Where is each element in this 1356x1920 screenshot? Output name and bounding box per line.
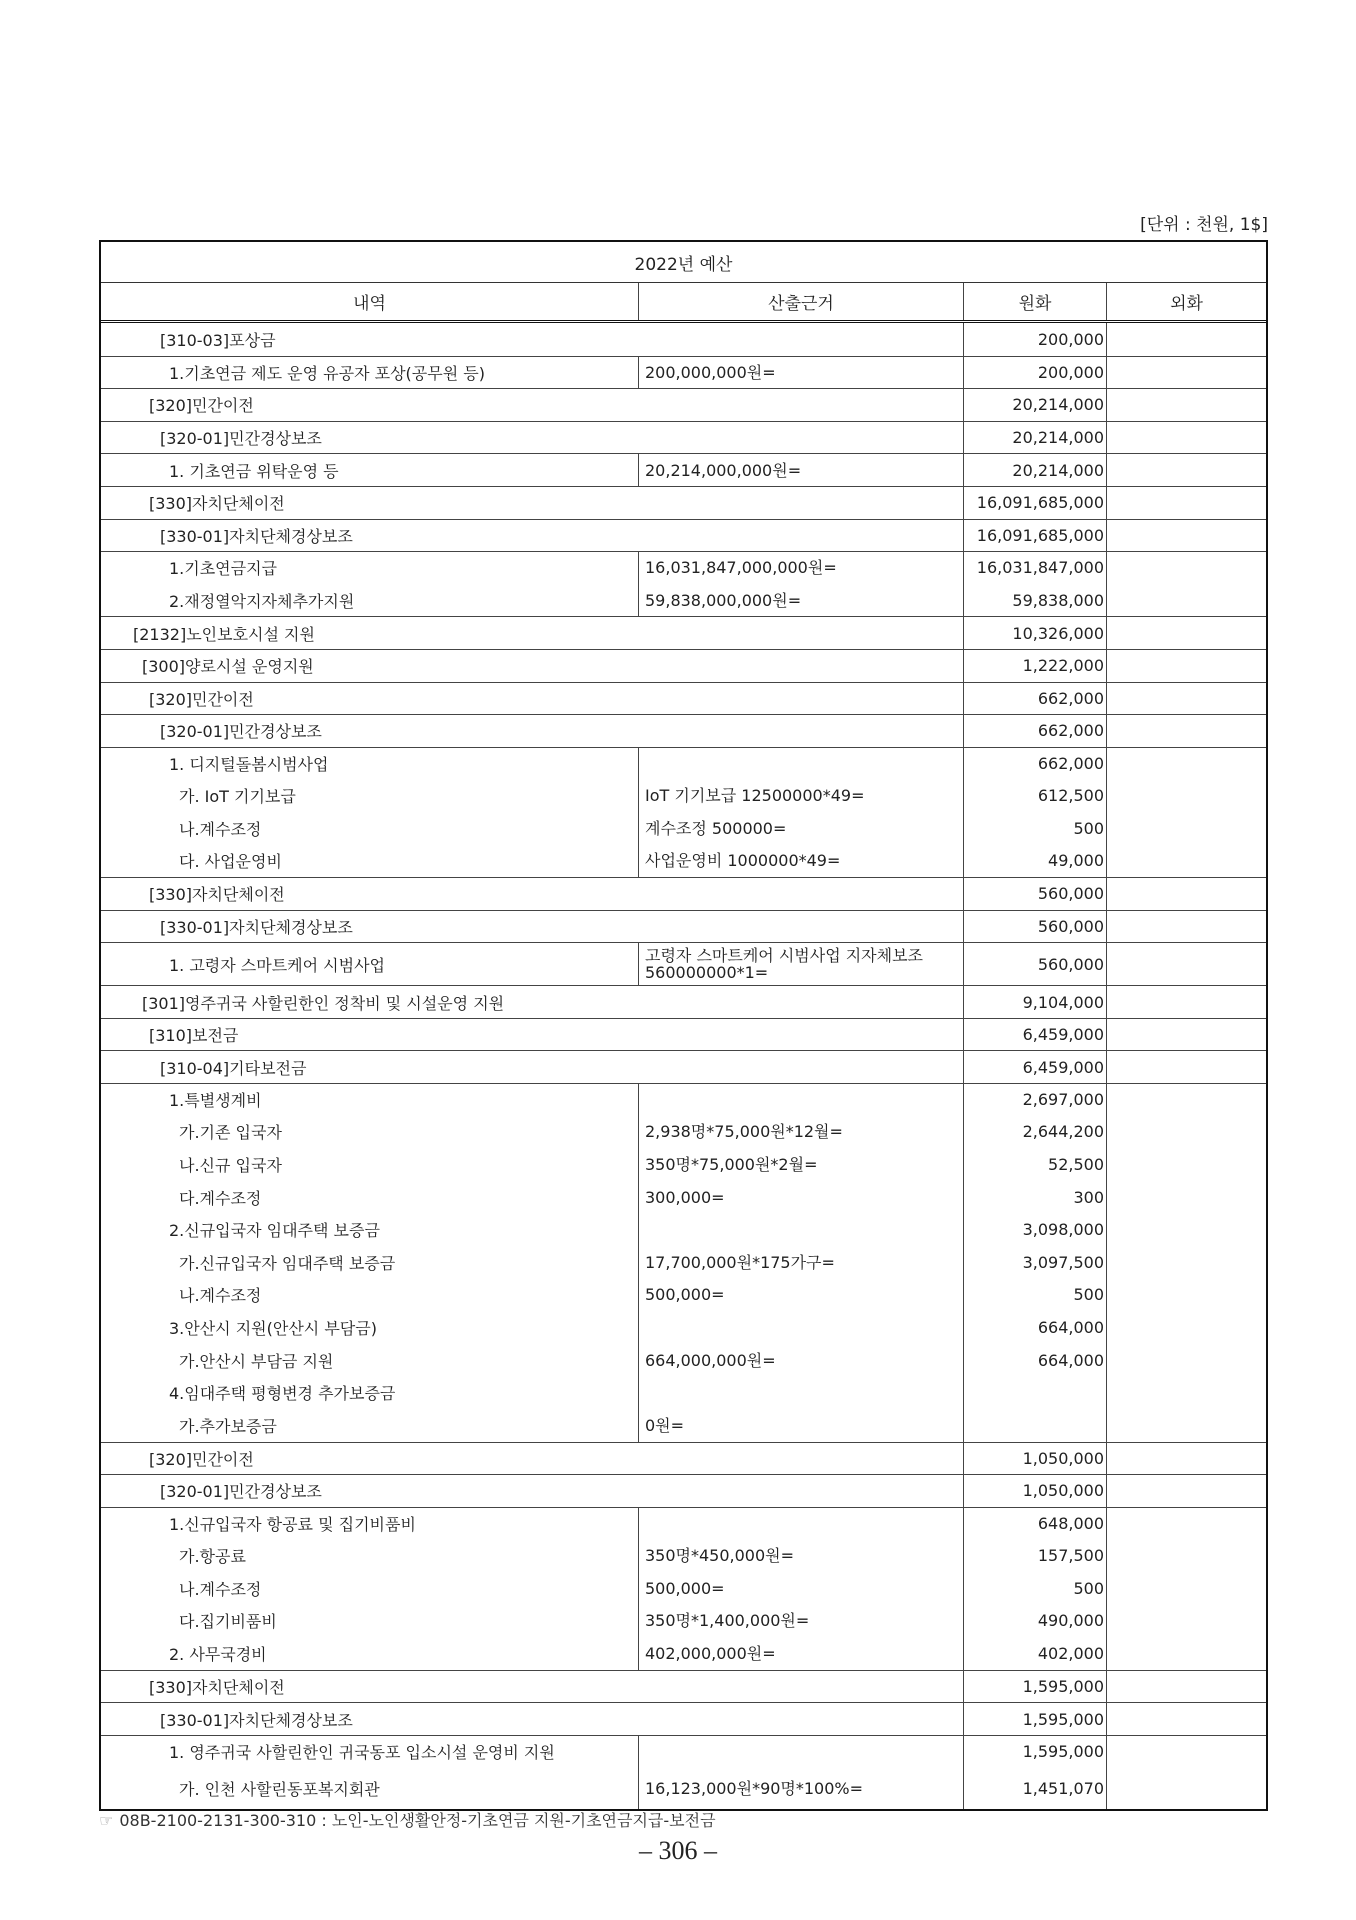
row-amount-foreign xyxy=(1107,1344,1266,1377)
row-amount-foreign xyxy=(1107,1019,1266,1051)
row-amount-foreign xyxy=(1107,845,1266,878)
row-label: [320-01]민간경상보조 xyxy=(101,1475,964,1507)
row-amount-foreign xyxy=(1107,1475,1266,1507)
row-basis: 16,123,000원*90명*100%= xyxy=(639,1768,964,1809)
row-label: 1.기초연금지급 xyxy=(101,552,639,584)
table-row xyxy=(101,812,1266,845)
table-row xyxy=(101,388,1266,421)
row-label: 다.계수조정 xyxy=(101,1181,639,1214)
table-row xyxy=(101,1116,1266,1149)
row-amount-krw: 2,697,000 xyxy=(964,1084,1107,1116)
row-label: [310-03]포상금 xyxy=(101,323,964,356)
row-amount-foreign xyxy=(1107,715,1266,747)
row-label: 4.임대주택 평형변경 추가보증금 xyxy=(101,1376,639,1409)
row-label: [330-01]자치단체경상보조 xyxy=(101,1703,964,1735)
row-amount-krw: 20,214,000 xyxy=(964,389,1107,421)
row-amount-foreign xyxy=(1107,943,1266,985)
row-basis: 사업운영비 1000000*49= xyxy=(639,845,964,878)
row-label: [310-04]기타보전금 xyxy=(101,1051,964,1083)
row-amount-krw: 1,222,000 xyxy=(964,650,1107,682)
budget-table xyxy=(99,240,1268,1811)
table-row xyxy=(101,1409,1266,1442)
row-amount-krw xyxy=(964,1409,1107,1442)
row-amount-foreign xyxy=(1107,812,1266,845)
footer-code-note: 08B-2100-2131-300-310 : 노인-노인생활안정-기초연금 지원-기초연금지급-보전금 xyxy=(119,1811,716,1830)
row-amount-foreign xyxy=(1107,1605,1266,1638)
row-amount-krw: 662,000 xyxy=(964,715,1107,747)
row-amount-foreign xyxy=(1107,323,1266,356)
row-amount-krw xyxy=(964,1376,1107,1409)
row-basis: 200,000,000원= xyxy=(639,357,964,389)
row-label: 1. 영주귀국 사할린한인 귀국동포 입소시설 운영비 지원 xyxy=(101,1736,639,1768)
row-amount-krw: 648,000 xyxy=(964,1508,1107,1540)
table-row xyxy=(101,1474,1266,1507)
row-basis: 300,000= xyxy=(639,1181,964,1214)
row-amount-krw: 16,031,847,000 xyxy=(964,552,1107,584)
row-label: [330]자치단체이전 xyxy=(101,1671,964,1703)
table-body xyxy=(101,323,1266,1809)
unit-label: [단위 : 천원, 1$] xyxy=(1140,215,1268,235)
row-amount-krw: 200,000 xyxy=(964,357,1107,389)
table-row xyxy=(101,551,1266,584)
table-row xyxy=(101,486,1266,519)
row-label: 1.특별생계비 xyxy=(101,1084,639,1116)
row-amount-foreign xyxy=(1107,552,1266,584)
row-label: [310]보전금 xyxy=(101,1019,964,1051)
row-amount-foreign xyxy=(1107,748,1266,780)
row-amount-krw: 157,500 xyxy=(964,1539,1107,1572)
column-header-krw: 원화 xyxy=(964,283,1107,320)
row-label: [330-01]자치단체경상보조 xyxy=(101,911,964,943)
table-row xyxy=(101,1442,1266,1475)
row-amount-krw: 200,000 xyxy=(964,323,1107,356)
row-amount-krw: 300 xyxy=(964,1181,1107,1214)
row-amount-krw: 52,500 xyxy=(964,1148,1107,1181)
row-amount-krw: 20,214,000 xyxy=(964,454,1107,486)
table-row xyxy=(101,1507,1266,1540)
row-basis xyxy=(639,1508,964,1540)
row-label: 가.안산시 부담금 지원 xyxy=(101,1344,639,1377)
row-amount-foreign xyxy=(1107,1508,1266,1540)
table-row xyxy=(101,1702,1266,1735)
table-row xyxy=(101,1246,1266,1279)
table-row xyxy=(101,323,1266,356)
row-label: 1.신규입국자 항공료 및 집기비품비 xyxy=(101,1508,639,1540)
table-row xyxy=(101,421,1266,454)
row-amount-krw: 664,000 xyxy=(964,1344,1107,1377)
row-basis: 350명*1,400,000원= xyxy=(639,1605,964,1638)
table-row xyxy=(101,519,1266,552)
row-amount-krw: 1,050,000 xyxy=(964,1475,1107,1507)
row-label: 다. 사업운영비 xyxy=(101,845,639,878)
row-label: [2132]노인보호시설 지원 xyxy=(101,617,964,649)
row-amount-krw: 1,451,070 xyxy=(964,1768,1107,1809)
row-basis xyxy=(639,748,964,780)
row-label: [320]민간이전 xyxy=(101,1443,964,1475)
row-amount-foreign xyxy=(1107,1703,1266,1735)
row-amount-krw: 6,459,000 xyxy=(964,1051,1107,1083)
table-header-row xyxy=(101,283,1266,323)
table-row xyxy=(101,584,1266,617)
row-basis: 350명*75,000원*2월= xyxy=(639,1148,964,1181)
table-row xyxy=(101,682,1266,715)
table-row xyxy=(101,1539,1266,1572)
row-label: [320-01]민간경상보조 xyxy=(101,422,964,454)
row-basis xyxy=(639,1311,964,1344)
table-row xyxy=(101,942,1266,985)
row-amount-foreign xyxy=(1107,1736,1266,1768)
row-amount-foreign xyxy=(1107,1443,1266,1475)
table-row xyxy=(101,1311,1266,1344)
row-label: 1. 디지털돌봄시범사업 xyxy=(101,748,639,780)
row-amount-krw: 560,000 xyxy=(964,943,1107,985)
row-amount-krw: 16,091,685,000 xyxy=(964,520,1107,552)
row-amount-krw: 500 xyxy=(964,1279,1107,1312)
row-amount-krw: 6,459,000 xyxy=(964,1019,1107,1051)
row-amount-foreign xyxy=(1107,878,1266,910)
row-label: 가.신규입국자 임대주택 보증금 xyxy=(101,1246,639,1279)
row-amount-foreign xyxy=(1107,1246,1266,1279)
row-label: 2.신규입국자 임대주택 보증금 xyxy=(101,1213,639,1246)
row-amount-foreign xyxy=(1107,584,1266,617)
row-basis: 664,000,000원= xyxy=(639,1344,964,1377)
row-amount-krw: 59,838,000 xyxy=(964,584,1107,617)
row-basis: 59,838,000,000원= xyxy=(639,584,964,617)
row-basis xyxy=(639,1213,964,1246)
row-amount-foreign xyxy=(1107,683,1266,715)
table-row xyxy=(101,779,1266,812)
row-amount-foreign xyxy=(1107,1671,1266,1703)
row-basis: 계수조정 500000= xyxy=(639,812,964,845)
row-label: 가.기존 입국자 xyxy=(101,1116,639,1149)
table-row xyxy=(101,714,1266,747)
row-label: 가.항공료 xyxy=(101,1539,639,1572)
row-amount-krw: 560,000 xyxy=(964,878,1107,910)
table-row xyxy=(101,616,1266,649)
row-amount-krw: 1,595,000 xyxy=(964,1736,1107,1768)
row-label: 나.계수조정 xyxy=(101,1572,639,1605)
table-row xyxy=(101,877,1266,910)
row-amount-foreign xyxy=(1107,986,1266,1018)
table-row xyxy=(101,1637,1266,1670)
row-label: 가.추가보증금 xyxy=(101,1409,639,1442)
table-row xyxy=(101,910,1266,943)
row-label: 가. IoT 기기보급 xyxy=(101,779,639,812)
row-amount-foreign xyxy=(1107,617,1266,649)
row-amount-krw: 10,326,000 xyxy=(964,617,1107,649)
row-basis: 20,214,000,000원= xyxy=(639,454,964,486)
row-amount-foreign xyxy=(1107,520,1266,552)
row-label: [320]민간이전 xyxy=(101,389,964,421)
table-row xyxy=(101,453,1266,486)
row-basis: 402,000,000원= xyxy=(639,1637,964,1670)
row-label: 나.계수조정 xyxy=(101,1279,639,1312)
row-label: 가. 인천 사할린동포복지회관 xyxy=(101,1768,639,1809)
row-amount-foreign xyxy=(1107,422,1266,454)
row-amount-foreign xyxy=(1107,1768,1266,1809)
row-amount-krw: 500 xyxy=(964,1572,1107,1605)
row-basis xyxy=(639,1376,964,1409)
row-amount-foreign xyxy=(1107,1376,1266,1409)
table-row xyxy=(101,1018,1266,1051)
row-amount-foreign xyxy=(1107,650,1266,682)
row-amount-foreign xyxy=(1107,1311,1266,1344)
table-row xyxy=(101,1181,1266,1214)
row-label: 나.신규 입국자 xyxy=(101,1148,639,1181)
row-basis: 고령자 스마트케어 시범사업 지자체보조 560000000*1= xyxy=(639,943,964,985)
row-label: [330-01]자치단체경상보조 xyxy=(101,520,964,552)
row-amount-krw: 20,214,000 xyxy=(964,422,1107,454)
row-amount-foreign xyxy=(1107,779,1266,812)
table-row xyxy=(101,1735,1266,1768)
row-basis: 350명*450,000원= xyxy=(639,1539,964,1572)
table-row xyxy=(101,1083,1266,1116)
row-basis: 500,000= xyxy=(639,1572,964,1605)
row-label: [320-01]민간경상보조 xyxy=(101,715,964,747)
column-header-basis: 산출근거 xyxy=(639,283,964,320)
row-amount-krw: 560,000 xyxy=(964,911,1107,943)
row-label: 2.재정열악지자체추가지원 xyxy=(101,584,639,617)
row-basis: 0원= xyxy=(639,1409,964,1442)
row-label: [330]자치단체이전 xyxy=(101,487,964,519)
row-amount-foreign xyxy=(1107,1572,1266,1605)
row-amount-foreign xyxy=(1107,1084,1266,1116)
row-basis: IoT 기기보급 12500000*49= xyxy=(639,779,964,812)
row-amount-foreign xyxy=(1107,454,1266,486)
table-row xyxy=(101,649,1266,682)
table-row xyxy=(101,1344,1266,1377)
row-label: 2. 사무국경비 xyxy=(101,1637,639,1670)
footer-note xyxy=(99,1808,716,1831)
row-amount-krw: 9,104,000 xyxy=(964,986,1107,1018)
row-label: 나.계수조정 xyxy=(101,812,639,845)
row-label: 3.안산시 지원(안산시 부담금) xyxy=(101,1311,639,1344)
row-label: 1. 기초연금 위탁운영 등 xyxy=(101,454,639,486)
row-basis: 500,000= xyxy=(639,1279,964,1312)
row-amount-krw: 3,098,000 xyxy=(964,1213,1107,1246)
row-amount-foreign xyxy=(1107,911,1266,943)
row-amount-krw: 1,595,000 xyxy=(964,1671,1107,1703)
row-amount-foreign xyxy=(1107,1148,1266,1181)
table-row xyxy=(101,747,1266,780)
table-row xyxy=(101,1050,1266,1083)
row-amount-krw: 500 xyxy=(964,812,1107,845)
row-amount-krw: 49,000 xyxy=(964,845,1107,878)
row-amount-foreign xyxy=(1107,1539,1266,1572)
row-amount-krw: 662,000 xyxy=(964,748,1107,780)
table-row xyxy=(101,985,1266,1018)
row-label: 다.집기비품비 xyxy=(101,1605,639,1638)
row-amount-foreign xyxy=(1107,1409,1266,1442)
table-row xyxy=(101,1213,1266,1246)
row-label: 1.기초연금 제도 운영 유공자 포상(공무원 등) xyxy=(101,357,639,389)
table-row xyxy=(101,1148,1266,1181)
row-label: [300]양로시설 운영지원 xyxy=(101,650,964,682)
table-row xyxy=(101,1376,1266,1409)
row-amount-foreign xyxy=(1107,357,1266,389)
row-amount-krw: 2,644,200 xyxy=(964,1116,1107,1149)
row-basis xyxy=(639,1736,964,1768)
row-amount-krw: 664,000 xyxy=(964,1311,1107,1344)
row-amount-krw: 3,097,500 xyxy=(964,1246,1107,1279)
column-header-details: 내역 xyxy=(101,283,639,320)
row-amount-foreign xyxy=(1107,1116,1266,1149)
row-amount-foreign xyxy=(1107,389,1266,421)
row-basis: 2,938명*75,000원*12월= xyxy=(639,1116,964,1149)
pointing-hand-icon: ☞ xyxy=(99,1811,114,1830)
table-title: 2022년 예산 xyxy=(101,242,1266,283)
table-row xyxy=(101,1605,1266,1638)
row-label: [301]영주귀국 사할린한인 정착비 및 시설운영 지원 xyxy=(101,986,964,1018)
row-amount-krw: 1,050,000 xyxy=(964,1443,1107,1475)
row-amount-foreign xyxy=(1107,487,1266,519)
row-amount-foreign xyxy=(1107,1279,1266,1312)
table-row xyxy=(101,1670,1266,1703)
row-label: [330]자치단체이전 xyxy=(101,878,964,910)
row-amount-krw: 662,000 xyxy=(964,683,1107,715)
row-label: 1. 고령자 스마트케어 시범사업 xyxy=(101,943,639,985)
page-number: – 306 – xyxy=(639,1836,717,1865)
row-label: [320]민간이전 xyxy=(101,683,964,715)
table-row xyxy=(101,1572,1266,1605)
column-header-foreign: 외화 xyxy=(1170,294,1203,314)
table-row xyxy=(101,1279,1266,1312)
row-basis xyxy=(639,1084,964,1116)
row-amount-foreign xyxy=(1107,1181,1266,1214)
row-amount-foreign xyxy=(1107,1213,1266,1246)
row-amount-krw: 490,000 xyxy=(964,1605,1107,1638)
row-amount-krw: 16,091,685,000 xyxy=(964,487,1107,519)
row-amount-krw: 1,595,000 xyxy=(964,1703,1107,1735)
row-basis: 16,031,847,000,000원= xyxy=(639,552,964,584)
table-row xyxy=(101,356,1266,389)
row-amount-foreign xyxy=(1107,1637,1266,1670)
row-basis: 17,700,000원*175가구= xyxy=(639,1246,964,1279)
table-row xyxy=(101,1768,1266,1809)
row-amount-foreign xyxy=(1107,1051,1266,1083)
row-amount-krw: 612,500 xyxy=(964,779,1107,812)
table-row xyxy=(101,845,1266,878)
row-amount-krw: 402,000 xyxy=(964,1637,1107,1670)
